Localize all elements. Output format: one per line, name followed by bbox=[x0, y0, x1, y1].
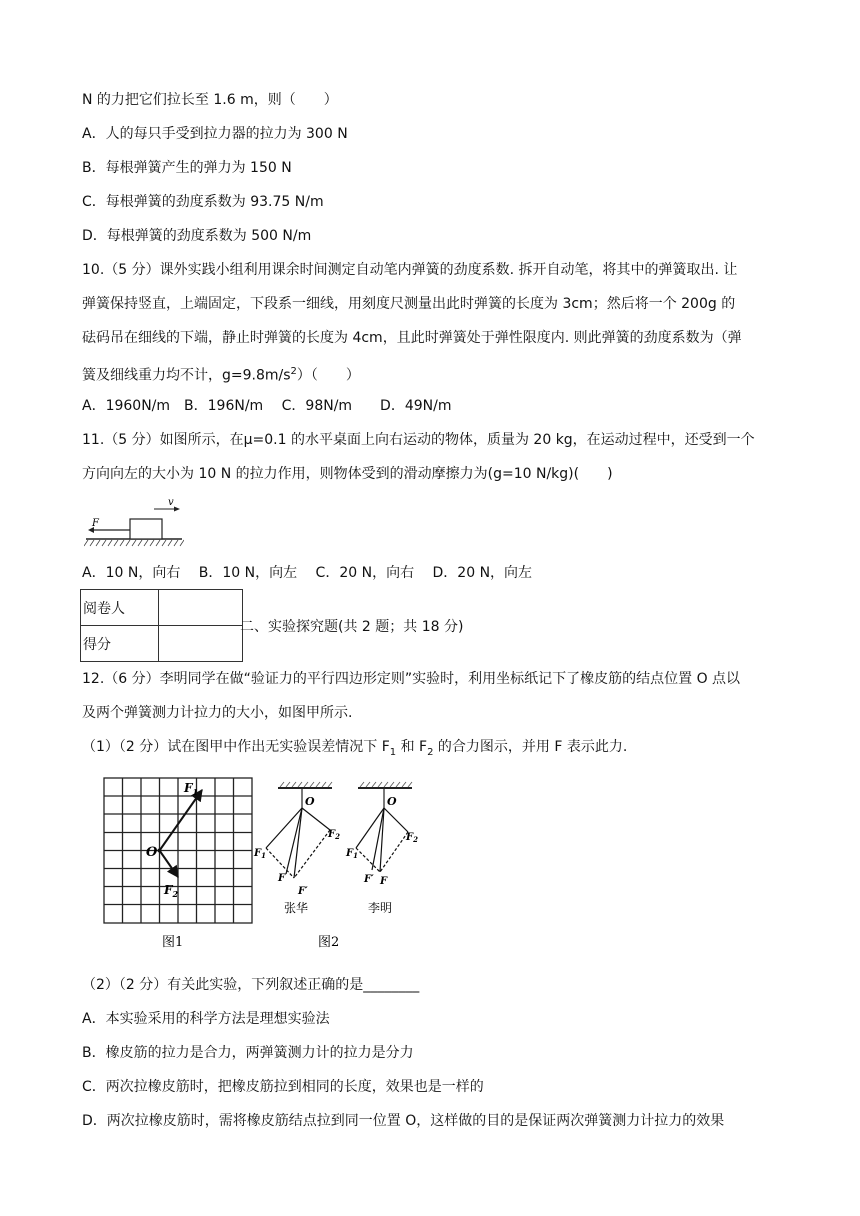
grader-label: 阅卷人 bbox=[81, 590, 159, 626]
section-title: 二、实验探究题(共 2 题；共 18 分) bbox=[240, 619, 464, 635]
q12-line-2: 及两个弹簧测力计拉力的大小，如图甲所示. bbox=[82, 705, 353, 721]
q12-figure-2 bbox=[248, 768, 438, 950]
q12-figure-1 bbox=[98, 768, 260, 950]
q9-option-c: C．每根弹簧的劲度系数为 93.75 N/m bbox=[82, 194, 324, 210]
point-o-label: O bbox=[146, 845, 158, 860]
liming-vectors bbox=[356, 808, 408, 872]
score-cell bbox=[159, 626, 243, 662]
lm-f1-label: $F_1$ bbox=[346, 848, 358, 860]
q11-figure bbox=[84, 496, 184, 548]
grid bbox=[104, 778, 252, 923]
q9-option-a: A．人的每只手受到拉力器的拉力为 300 N bbox=[82, 126, 348, 142]
figure-2-caption: 图2 bbox=[318, 935, 340, 950]
q11-block bbox=[130, 519, 162, 539]
score-label: 得分 bbox=[81, 626, 159, 662]
q11-options: A．10 N，向右 B．10 N，向左 C．20 N，向右 D．20 N，向左 bbox=[82, 565, 533, 581]
zhanghua-vectors bbox=[266, 808, 330, 878]
q12-sub1: （1）（2 分）试在图甲中作出无实验误差情况下 $F_1$ 和 $F_2$ 的合力图示，并用 F 表示此力. bbox=[82, 739, 628, 758]
q10-line-1: 10.（5 分）课外实践小组利用课余时间测定自动笔内弹簧的劲度系数. 拆开自动笔，将其中的弹簧取出. 让 bbox=[82, 262, 738, 278]
f2-vector bbox=[160, 851, 179, 878]
grader-table bbox=[80, 589, 243, 662]
q12-line-1: 12.（6 分）李明同学在做“验证力的平行四边形定则”实验时，利用坐标纸记下了橡皮筋的结点位置 O 点以 bbox=[82, 671, 741, 687]
q10-line-2: 弹簧保持竖直，上端固定，下段系一细线，用刻度尺测量出此时弹簧的长度为 3cm；然后将一个 200g 的 bbox=[82, 296, 736, 312]
name-zhanghua: 张华 bbox=[284, 901, 309, 915]
name-liming: 李明 bbox=[368, 901, 393, 915]
lm-fprime-label: F′ bbox=[364, 874, 374, 885]
right-o-label: O bbox=[387, 795, 397, 808]
q9-stem-tail: N 的力把它们拉长至 1.6 m，则（ ） bbox=[82, 92, 338, 108]
q9-option-b: B．每根弹簧产生的弹力为 150 N bbox=[82, 160, 292, 176]
f2-label: $F_2$ bbox=[164, 883, 179, 899]
q11-line-2: 方向向左的大小为 10 N 的拉力作用，则物体受到的滑动摩擦力为(g=10 N/kg)( ) bbox=[82, 466, 613, 482]
q10-line-3: 砝码吊在细线的下端，静止时弹簧的长度为 4cm，且此时弹簧处于弹性限度内. 则此弹簧的劲度系数为（弹 bbox=[82, 330, 742, 346]
q12-option-a: A．本实验采用的科学方法是理想实验法 bbox=[82, 1011, 330, 1027]
left-o-label: O bbox=[305, 795, 315, 808]
zh-f2-label: $F_2$ bbox=[328, 829, 340, 841]
zh-fprime-label: F′ bbox=[298, 886, 308, 897]
q11-line-1: 11.（5 分）如图所示，在μ=0.1 的水平桌面上向右运动的物体，质量为 20 kg，在运动过程中，还受到一个 bbox=[82, 432, 755, 448]
q12-option-d: D．两次拉橡皮筋时，需将橡皮筋结点拉到同一位置 O，这样做的目的是保证两次弹簧测力计拉力的效果 bbox=[82, 1113, 725, 1129]
q10-line-4: 簧及细线重力均不计，$g=9.8m/s^2$）（ ） bbox=[82, 366, 360, 384]
lm-f2-label: $F_2$ bbox=[406, 832, 418, 844]
figure-1-caption: 图1 bbox=[162, 935, 184, 950]
q12-option-b: B．橡皮筋的拉力是合力，两弹簧测力计的拉力是分力 bbox=[82, 1045, 414, 1061]
f1-vector bbox=[160, 790, 203, 851]
q10-options: A．1960N/m B．196N/m C．98N/m D．49N/m bbox=[82, 398, 452, 414]
q12-sub2: （2）（2 分）有关此实验，下列叙述正确的是________ bbox=[82, 977, 420, 993]
zh-f1-label: $F_1$ bbox=[254, 848, 266, 860]
f1-label: $F_1$ bbox=[184, 781, 199, 797]
lm-f-label: F bbox=[380, 876, 388, 887]
zh-f-label: F bbox=[278, 873, 286, 884]
q11-force-label: F bbox=[92, 518, 99, 529]
q11-velocity-label: v bbox=[168, 497, 174, 508]
grader-cell bbox=[159, 590, 243, 626]
q9-option-d: D．每根弹簧的劲度系数为 500 N/m bbox=[82, 228, 312, 244]
q12-option-c: C．两次拉橡皮筋时，把橡皮筋拉到相同的长度，效果也是一样的 bbox=[82, 1079, 484, 1095]
